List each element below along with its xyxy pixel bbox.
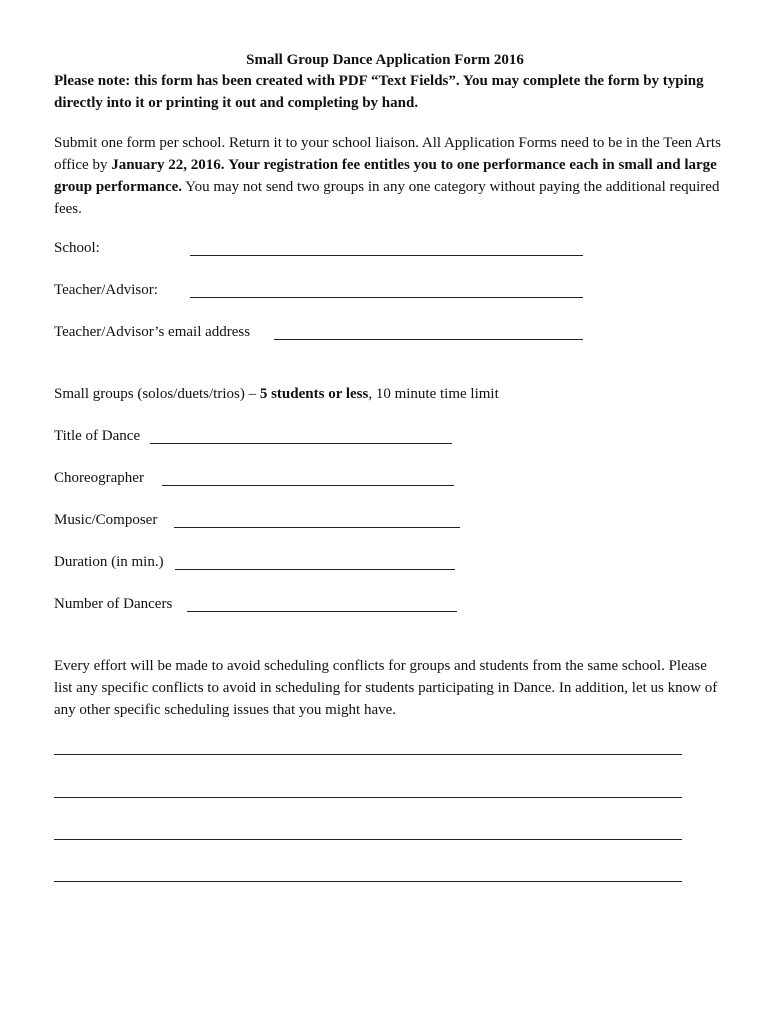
duration-label: Duration (in min.): [54, 554, 164, 570]
school-input[interactable]: [190, 255, 583, 256]
small-groups-limit: 5 students or less: [259, 386, 369, 402]
conflicts-line-3[interactable]: [54, 839, 682, 840]
number-of-dancers-label: Number of Dancers: [54, 596, 173, 612]
small-groups-suffix: , 10 minute time limit: [368, 386, 499, 402]
choreographer-label: Choreographer: [54, 470, 144, 486]
small-groups-prefix: Small groups (solos/duets/trios) –: [54, 386, 260, 402]
conflicts-line-2[interactable]: [54, 797, 682, 798]
music-composer-label: Music/Composer: [54, 512, 158, 528]
small-groups-heading: [54, 383, 722, 405]
title-of-dance-field: [54, 425, 474, 447]
teacher-input[interactable]: [190, 297, 583, 298]
number-of-dancers-field: [54, 593, 474, 615]
submission-instructions: [54, 132, 722, 220]
teacher-email-label: Teacher/Advisor’s email address: [54, 324, 251, 340]
instructions-text-1: Submit one form per school. Return it to your school liaison. All Application Forms need to be in the Teen Arts office by: [54, 135, 721, 173]
registration-fee-notice: Your registration fee entitles you to one performance each in small and large group performance.: [54, 157, 717, 195]
music-composer-input[interactable]: [174, 527, 460, 528]
form-title: Small Group Dance Application Form 2016: [246, 52, 524, 68]
teacher-field: [54, 279, 594, 301]
music-composer-field: [54, 509, 474, 531]
school-label: School:: [54, 240, 100, 256]
number-of-dancers-input[interactable]: [187, 611, 457, 612]
conflicts-line-1[interactable]: [54, 754, 682, 755]
title-of-dance-label: Title of Dance: [54, 428, 141, 444]
instructions-text-2: You may not send two groups in any one category without paying the additional required fees.: [54, 179, 720, 217]
teacher-label: Teacher/Advisor:: [54, 282, 158, 298]
duration-field: [54, 551, 474, 573]
scheduling-conflicts-text: Every effort will be made to avoid scheduling conflicts for groups and students from the same school. Please list any specific conflicts to avoid in scheduling for students participating in Dance. In addition, let us know of any other specific scheduling issues that you might have.: [54, 658, 718, 718]
deadline-date: January 22, 2016.: [111, 157, 225, 173]
teacher-email-input[interactable]: [274, 339, 583, 340]
conflicts-line-4[interactable]: [54, 881, 682, 882]
pdf-fields-note: Please note: this form has been created with PDF “Text Fields”. You may complete the form by typing directly into it or printing it out and completing by hand.: [54, 73, 704, 111]
teacher-email-field: [54, 321, 594, 343]
choreographer-field: [54, 467, 474, 489]
choreographer-input[interactable]: [162, 485, 454, 486]
title-of-dance-input[interactable]: [150, 443, 452, 444]
duration-input[interactable]: [175, 569, 455, 570]
school-field: [54, 237, 594, 259]
